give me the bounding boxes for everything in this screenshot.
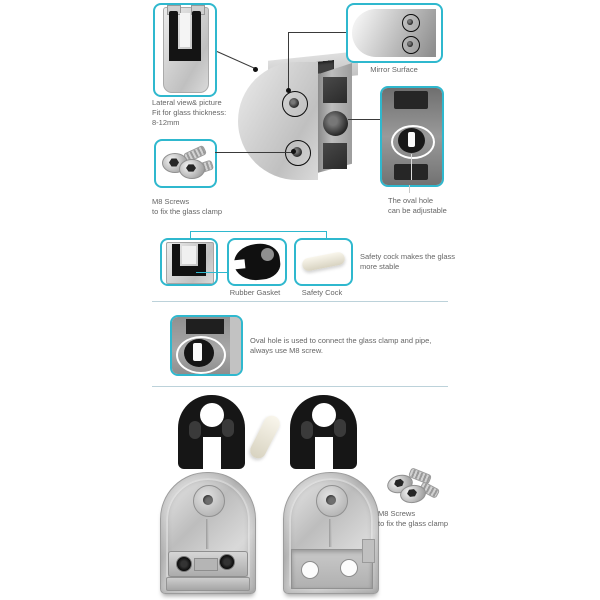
m8-screws-top-note bbox=[152, 197, 262, 217]
lateral-view-callout-box bbox=[153, 3, 217, 97]
mirror-surface-photo bbox=[352, 9, 436, 57]
boss-hole bbox=[326, 495, 336, 505]
clamp-side-hole bbox=[323, 111, 348, 136]
safety-cock-photo bbox=[301, 251, 346, 272]
boss-hole bbox=[203, 495, 213, 505]
lateral-view-note-line-2: Fit for glass thickness: bbox=[152, 108, 227, 117]
screw-hole-top bbox=[289, 98, 299, 108]
rubber-gasket-box bbox=[227, 238, 287, 286]
m8-screws-callout-box bbox=[154, 139, 217, 188]
gasket-top-hole bbox=[200, 403, 224, 427]
safety-cock-note bbox=[360, 252, 475, 272]
mirror-surface-label: Mirror Surface bbox=[370, 65, 418, 74]
m8-screws-bottom-line-1: M8 Screws bbox=[378, 509, 416, 518]
m8-screws-top-line-1: M8 Screws bbox=[152, 197, 190, 206]
lateral-view-note-line-1: Lateral view& picture bbox=[152, 98, 222, 107]
gasket-slot bbox=[230, 259, 246, 270]
oval-hole-note-line-2: can be adjustable bbox=[388, 206, 447, 215]
mirror-surface-callout-box bbox=[346, 3, 443, 63]
gasket-hole bbox=[261, 248, 274, 261]
leader-line-screws bbox=[215, 152, 292, 153]
oval-hole-callout-box bbox=[380, 86, 444, 187]
lateral-view-note-line-3: 8-12mm bbox=[152, 118, 180, 127]
oval-hole-note bbox=[388, 196, 468, 216]
mini-lateral-view-box bbox=[160, 238, 218, 286]
gasket-bottom-notch bbox=[203, 437, 221, 469]
oval-hole-usage-glint bbox=[193, 343, 202, 361]
oval-hole-glint bbox=[408, 132, 415, 147]
leader-line-mirror-h bbox=[288, 32, 346, 33]
safety-cock-box bbox=[294, 238, 353, 286]
gasket-pointer-line bbox=[196, 272, 227, 273]
oval-hole-usage-note bbox=[250, 336, 450, 356]
center-rib bbox=[329, 519, 332, 547]
oval-hole-note-line-1: The oval hole bbox=[388, 196, 434, 205]
clamp-side-notch-top bbox=[323, 77, 347, 103]
rubber-gasket-label: Rubber Gasket bbox=[229, 288, 281, 297]
rubber-gasket-part-left bbox=[178, 395, 245, 469]
center-rib bbox=[206, 519, 209, 549]
clamp-half-threaded bbox=[160, 472, 256, 594]
safety-cock-note-line-1: Safety cock makes the glass bbox=[360, 252, 456, 261]
glass-slot bbox=[180, 13, 190, 47]
oval-hole-usage-line-2: always use M8 screw. bbox=[250, 346, 323, 355]
gasket-top-hole bbox=[312, 403, 336, 427]
m8-screws-part bbox=[383, 468, 439, 508]
threaded-hole-left bbox=[176, 556, 192, 572]
divider-2 bbox=[152, 386, 448, 387]
through-hole-left bbox=[301, 561, 319, 579]
clamp-half-through bbox=[283, 472, 379, 594]
gasket-bottom-notch bbox=[315, 437, 333, 469]
threaded-hole-right bbox=[219, 554, 235, 570]
leader-line-mirror-v bbox=[288, 32, 289, 89]
rubber-gasket-part-right bbox=[290, 395, 357, 469]
oval-hole-usage-box bbox=[170, 315, 243, 376]
clamp-side-notch-bottom bbox=[323, 143, 347, 169]
m8-screws-bottom-note bbox=[378, 509, 488, 529]
oval-hole-usage-line-1: Oval hole is used to connect the glass clamp and pipe, bbox=[250, 336, 432, 345]
safety-cock-note-line-2: more stable bbox=[360, 262, 400, 271]
m8-screws-bottom-line-2: to fix the glass clamp bbox=[378, 519, 449, 528]
divider-1 bbox=[152, 301, 448, 302]
safety-cock-label: Safety Cock bbox=[301, 288, 343, 297]
leader-line-oval bbox=[348, 119, 380, 120]
m8-screws-top-line-2: to fix the glass clamp bbox=[152, 207, 223, 216]
bracket-line bbox=[190, 231, 326, 232]
bottom-lip bbox=[166, 577, 250, 591]
through-hole-right bbox=[340, 559, 358, 577]
safety-cock-part bbox=[247, 413, 282, 461]
